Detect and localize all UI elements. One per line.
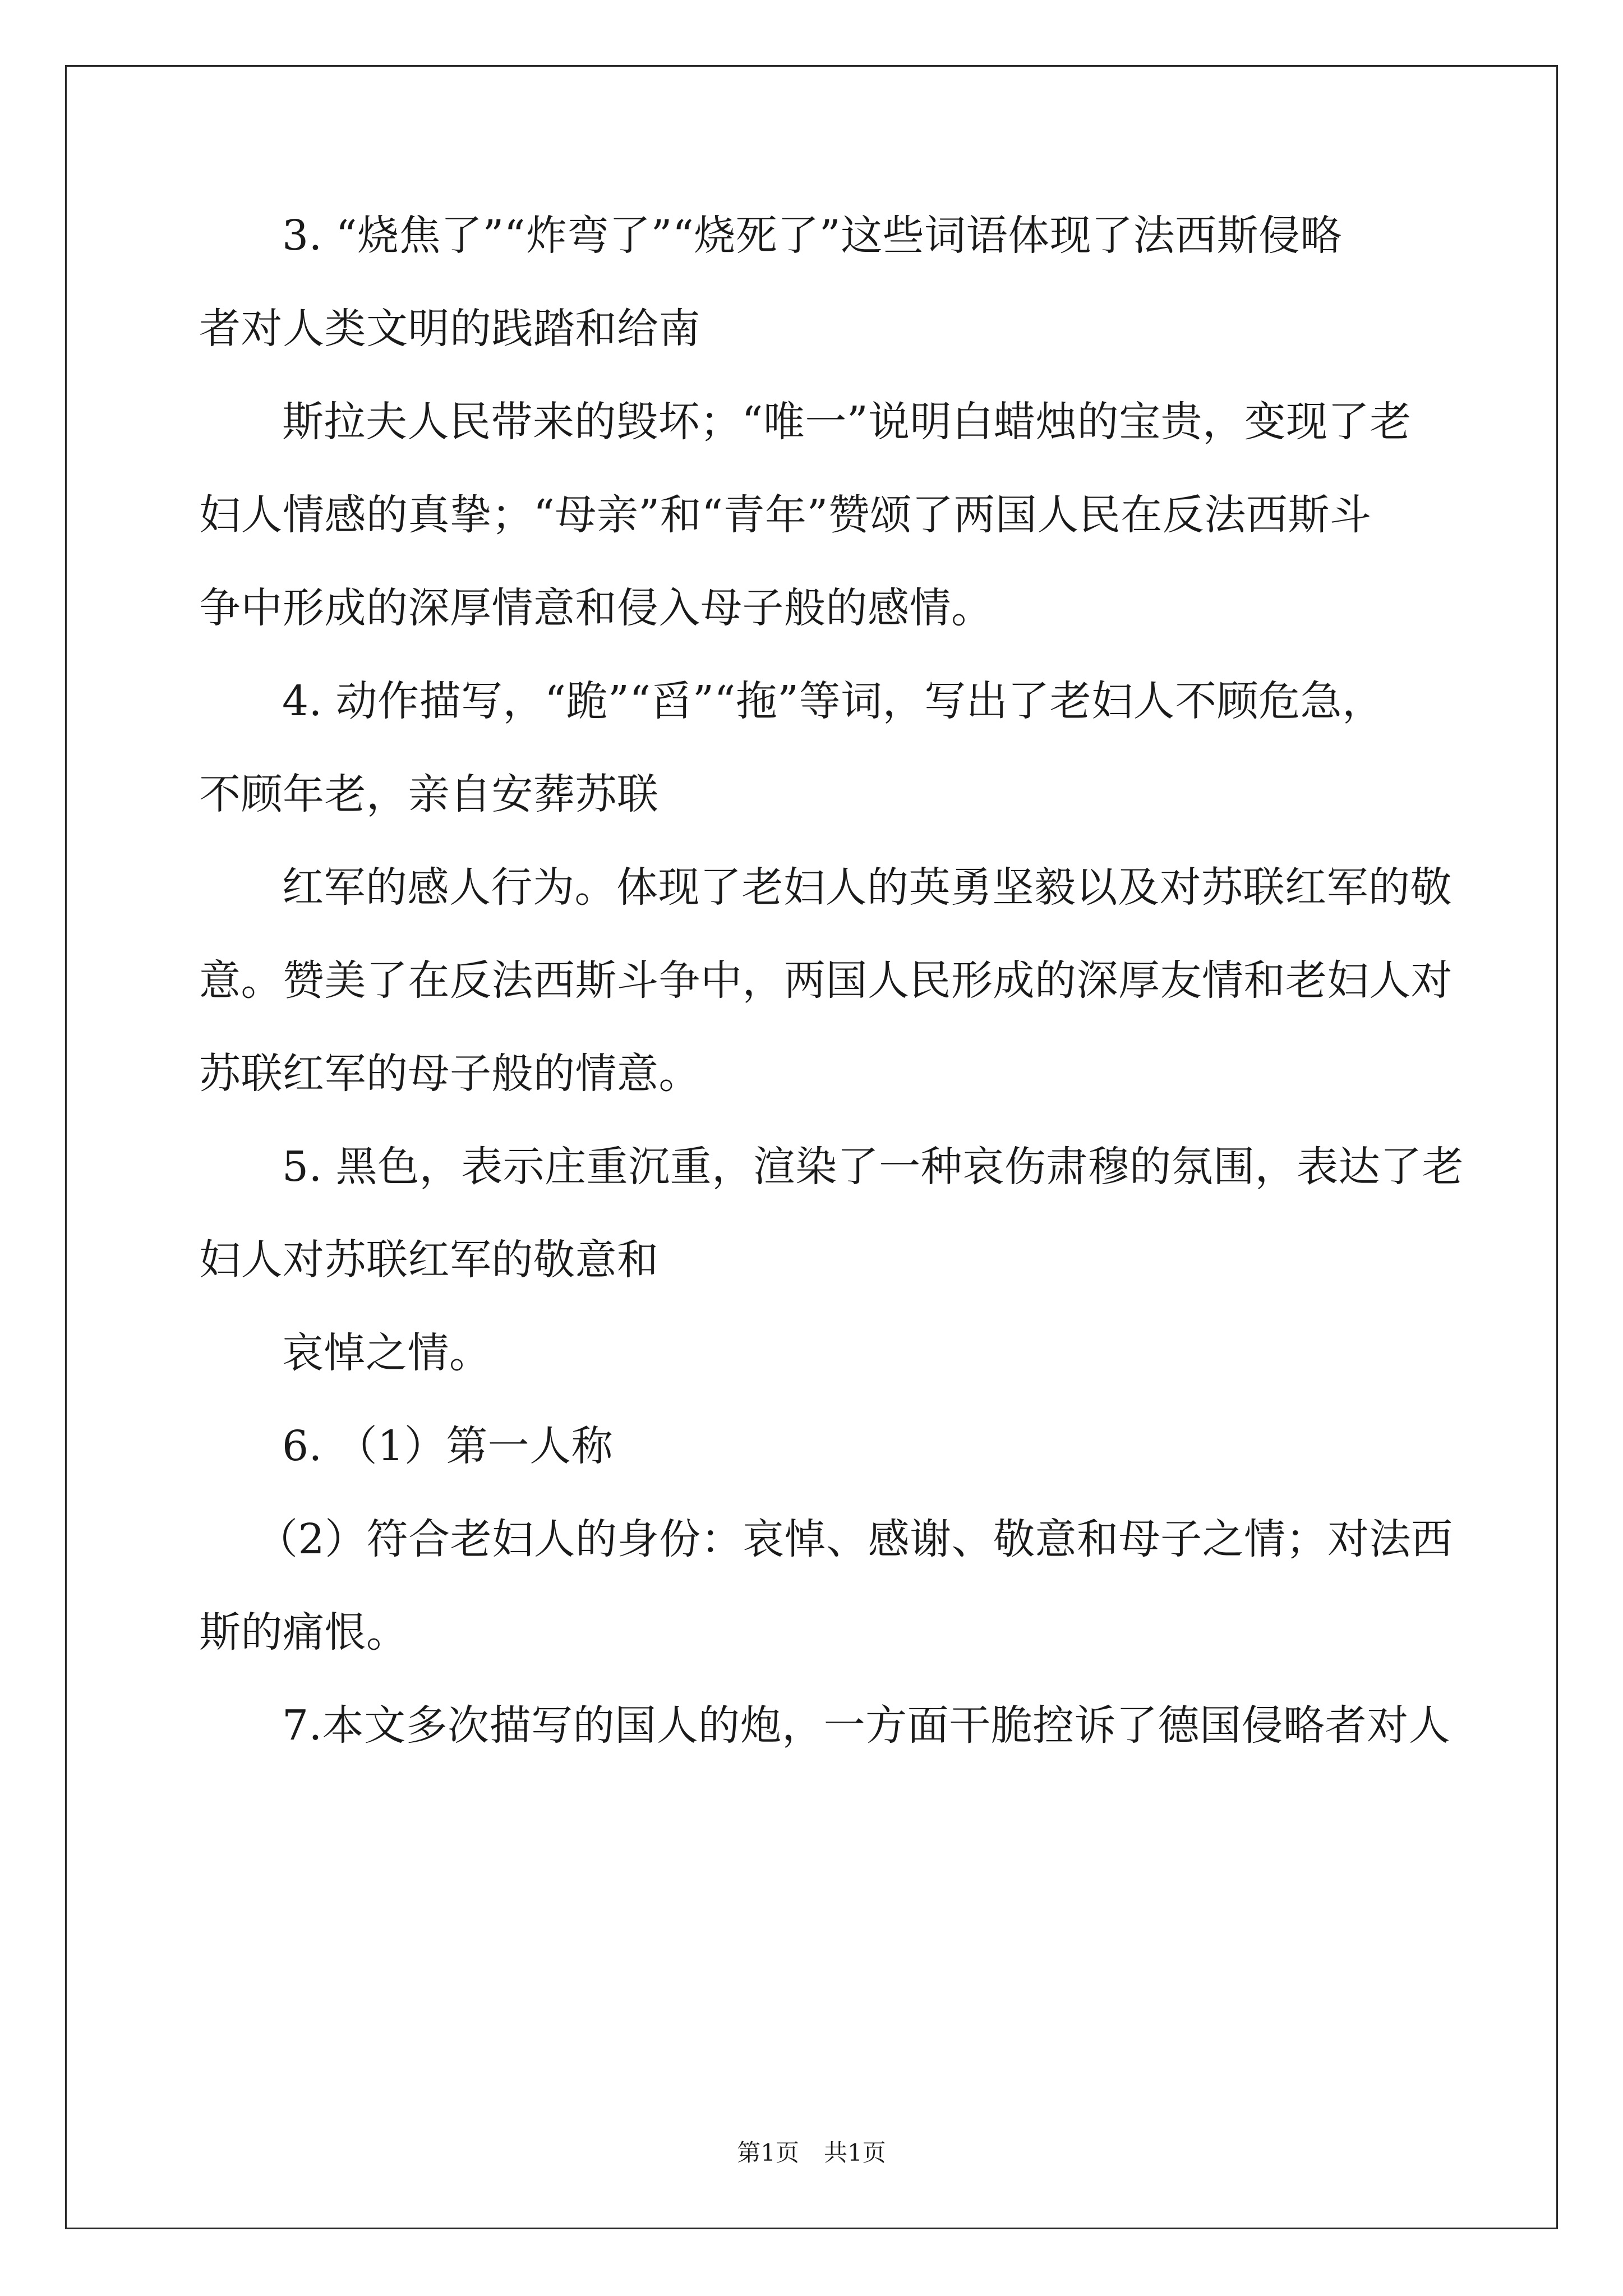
paragraph-1 [199,209,1428,356]
paragraph-5 [199,1140,1464,1287]
paragraph-9 [199,1699,1451,1752]
text-line: 3. “烧焦了”“炸弯了”“烧死了”这些词语体现了法西斯侵略 [282,211,1343,260]
text-line: （2）符合老妇人的身份：哀悼、感谢、敬意和母子之情；对法西 [256,1515,1453,1563]
text-line: 6. （1）第一人称 [282,1422,614,1470]
paragraph-8 [199,1512,1453,1659]
text-line: 苏联红军的母子般的情意。 [199,1050,700,1098]
text-line: 妇人对苏联红军的敬意和 [199,1236,659,1284]
page-footer [0,2138,1623,2168]
text-line: 斯的痛恨。 [199,1608,408,1657]
text-line: 妇人情感的真挚；“母亲”和“青年”赞颂了两国人民在反法西斯斗 [199,491,1372,539]
paragraph-6 [199,1326,1428,1380]
page-number: 第1页 [737,2139,799,2166]
paragraph-3 [199,674,1428,821]
text-line: 不顾年老，亲自安葬苏联 [199,770,659,818]
text-line: 斯拉夫人民带来的毁坏；“唯一”说明白蜡烛的宝贵，变现了老 [282,398,1412,446]
text-line: 意。赞美了在反法西斯斗争中，两国人民形成的深厚友情和老妇人对 [199,956,1453,1005]
text-line: 哀悼之情。 [282,1329,491,1377]
paragraph-7 [199,1419,1428,1473]
text-line: 者对人类文明的践踏和给南 [199,305,700,353]
paragraph-2 [199,395,1428,635]
text-line: 5. 黑色，表示庄重沉重，渲染了一种哀伤肃穆的氛围，表达了老 [282,1143,1464,1191]
text-line: 争中形成的深厚情意和侵入母子般的感情。 [199,584,993,632]
text-line: 7.本文多次描写的国人的炮，一方面干脆控诉了德国侵略者对人 [282,1701,1451,1750]
paragraph-4 [199,861,1453,1101]
page-total: 共1页 [824,2139,886,2166]
document-body [199,209,1464,1752]
text-line: 红军的感人行为。体现了老妇人的英勇坚毅以及对苏联红军的敬 [282,863,1452,912]
text-line: 4. 动作描写，“跪”“舀”“拖”等词，写出了老妇人不顾危急， [282,677,1384,725]
